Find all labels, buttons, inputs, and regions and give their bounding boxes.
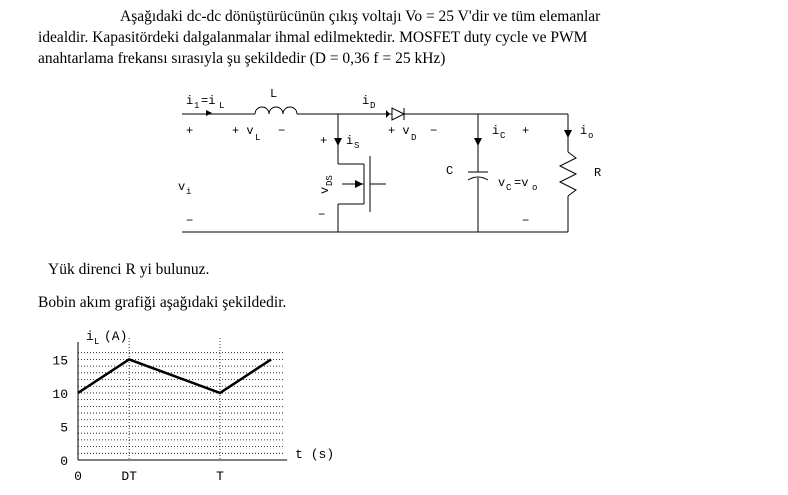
inductor-symbol (255, 107, 297, 114)
svg-text:=i: =i (201, 94, 216, 108)
vl-label: + v (232, 124, 254, 138)
svg-text:−: − (522, 214, 530, 228)
problem-statement (38, 6, 730, 69)
vc-label: v (498, 176, 506, 190)
vd-label: + v (388, 124, 410, 138)
y-axis-label-sub: L (94, 337, 100, 347)
svg-text:DS: DS (325, 175, 335, 186)
svg-text:L: L (219, 101, 225, 111)
resistor-label: R (594, 166, 602, 180)
svg-text:+: + (522, 124, 530, 138)
problem-line-3: anahtarlama frekansı sırasıyla şu şekildedir (D = 0,36 f = 25 kHz) (38, 50, 446, 67)
svg-text:−: − (318, 208, 326, 222)
inductor-label: L (270, 87, 278, 101)
diode-symbol (392, 108, 404, 120)
i1-label: i (186, 94, 194, 108)
svg-text:D: D (411, 133, 417, 143)
boost-converter-circuit (160, 82, 620, 242)
is-label: i (346, 134, 354, 148)
svg-text:−: − (278, 124, 286, 138)
question-2: Bobin akım grafiği aşağıdaki şekildedir. (38, 294, 287, 311)
y-tick-label: 0 (60, 454, 68, 469)
x-tick-label: T (216, 469, 224, 484)
resistor-symbol (560, 152, 576, 196)
capacitor-label: C (446, 164, 454, 178)
io-arrow (564, 130, 572, 138)
svg-text:1: 1 (194, 101, 200, 111)
svg-text:D: D (370, 101, 376, 111)
problem-line-2: idealdir. Kapasitördeki dalgalanmalar ihmal edilmektedir. MOSFET duty cycle ve PWM (38, 29, 588, 46)
question-1: Yük direnci R yi bulunuz. (48, 261, 210, 278)
svg-text:+: + (320, 134, 328, 148)
ic-arrow (474, 138, 482, 146)
svg-text:+: + (186, 124, 194, 138)
y-tick-label: 15 (52, 353, 68, 369)
id-label: i (362, 94, 370, 108)
svg-text:C: C (500, 131, 506, 141)
svg-text:o: o (588, 131, 594, 141)
x-axis-label: t (s) (295, 447, 335, 462)
svg-text:=v: =v (514, 176, 529, 190)
svg-text:i: i (186, 187, 192, 197)
y-tick-label: 5 (60, 420, 68, 436)
is-arrow (334, 138, 342, 146)
y-tick-label: 10 (52, 386, 68, 402)
svg-text:S: S (354, 141, 360, 151)
vi-label: v (178, 180, 186, 194)
inductor-current-chart (40, 328, 360, 488)
inductor-current-line (78, 359, 271, 393)
svg-text:o: o (532, 183, 538, 193)
y-axis-unit: (A) (104, 329, 128, 344)
y-axis-label: i (86, 329, 94, 344)
svg-text:C: C (506, 183, 512, 193)
ic-label: i (492, 124, 500, 138)
x-tick-label: 0 (74, 469, 82, 484)
io-label: i (580, 124, 588, 138)
mosfet-arrow (355, 180, 363, 188)
svg-text:−: − (430, 124, 438, 138)
x-tick-label: DT (121, 469, 137, 484)
svg-text:−: − (186, 214, 194, 228)
problem-line-1: Aşağıdaki dc-dc dönüştürücünün çıkış voltajı Vo = 25 V'dir ve tüm elemanlar (120, 8, 601, 25)
vds-label: v (318, 186, 332, 194)
svg-text:L: L (255, 133, 261, 143)
